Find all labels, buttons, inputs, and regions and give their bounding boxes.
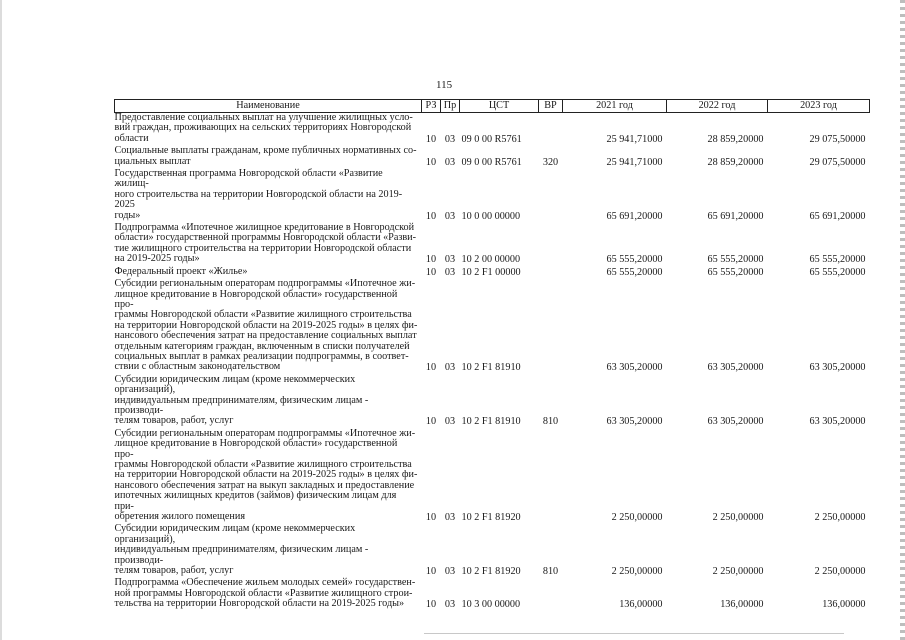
page-number: 115 [436, 79, 453, 91]
row-name-line: индивидуальным предпринимателям, физическим лицам - производи- [114, 394, 369, 416]
row-rz: 10 [425, 254, 437, 266]
row-name-line: Федеральный проект «Жилье» [114, 265, 248, 277]
row-name-line: ствии с областным законодательством [114, 361, 281, 373]
row-vr [539, 168, 563, 222]
header-name: Наименование [115, 100, 422, 113]
row-name-line: на территории Новгородской области на 2019-2025 годы» в целях фи- [114, 319, 418, 331]
scan-edge-left [0, 0, 2, 640]
row-cst: 10 2 F1 00000 [461, 266, 521, 278]
row-name-line: годы» [114, 209, 141, 221]
row-name-line: области [114, 132, 149, 144]
row-name [115, 523, 422, 577]
row-cst: 10 2 F1 81920 [461, 512, 521, 524]
row-amount-2021: 2 250,00000 [611, 512, 663, 524]
row-name-line: нансового обеспечения затрат на выкуп закладных и предоставление [114, 479, 415, 491]
row-amount-2021: 65 555,20000 [606, 254, 663, 266]
row-rz: 10 [425, 362, 437, 374]
row-rz: 10 [425, 156, 437, 168]
row-name-line: телям товаров, работ, услуг [114, 415, 234, 427]
row-name-line: отдельным категориям граждан, включенным в списки получателей [114, 340, 410, 352]
row-pr: 03 [444, 210, 456, 222]
row-cst: 10 2 F1 81910 [461, 362, 521, 374]
row-amount-2023: 136,00000 [822, 599, 866, 611]
table-row [115, 168, 870, 222]
row-pr: 03 [444, 156, 456, 168]
row-name-line: Социальные выплаты гражданам, кроме публичных нормативных со- [114, 145, 417, 157]
row-name-line: Предоставление социальных выплат на улучшение жилищных усло- [114, 112, 413, 123]
table-row [115, 222, 870, 266]
row-amount-2022: 63 305,20000 [707, 362, 764, 374]
row-name [115, 145, 422, 168]
header-cst: ЦСТ [460, 100, 539, 113]
row-amount-2022: 63 305,20000 [707, 416, 764, 428]
row-amount-2021: 63 305,20000 [606, 416, 663, 428]
table-row [115, 374, 870, 428]
row-amount-2021: 65 691,20000 [606, 210, 663, 222]
row-amount-2021: 25 941,71000 [606, 156, 663, 168]
header-2023: 2023 год [768, 100, 870, 113]
row-amount-2021: 65 555,20000 [606, 266, 663, 278]
row-name-line: ипотечных жилищных кредитов (займов) физическим лицам для при- [114, 490, 397, 512]
row-name-line: на территории Новгородской области на 2019-2025 годы» в целях фи- [114, 469, 418, 481]
header-2022: 2022 год [667, 100, 768, 113]
row-amount-2023: 65 555,20000 [809, 254, 866, 266]
row-name-line: социальных выплат в рамках реализации подпрограммы, в соответ- [114, 350, 409, 362]
row-amount-2022: 28 859,20000 [707, 133, 764, 145]
row-name-line: Государственная программа Новгородской области «Развитие жилищ- [114, 168, 383, 190]
row-name [115, 222, 422, 266]
row-vr [539, 266, 563, 278]
table-row [115, 145, 870, 168]
header-rz: РЗ [422, 100, 441, 113]
row-vr [539, 113, 563, 146]
row-name [115, 428, 422, 524]
row-name-line: граммы Новгородской области «Развитие жилищного строительства [114, 459, 412, 470]
table-row [115, 278, 870, 374]
row-name [115, 278, 422, 374]
row-name-line: Субсидии региональным операторам подпрограммы «Ипотечное жи- [114, 278, 416, 290]
header-2021: 2021 год [563, 100, 667, 113]
row-vr: 320 [542, 156, 559, 168]
row-rz: 10 [425, 566, 437, 578]
row-vr: 810 [542, 566, 559, 578]
row-pr: 03 [444, 416, 456, 428]
row-amount-2022: 2 250,00000 [712, 566, 764, 578]
row-amount-2023: 65 555,20000 [809, 266, 866, 278]
row-name-line: Подпрограмма «Обеспечение жильем молодых семей» государствен- [114, 577, 416, 589]
row-amount-2022: 65 555,20000 [707, 254, 764, 266]
table-row [115, 428, 870, 524]
row-name-line: Подпрограмма «Ипотечное жилищное кредитование в Новгородской [114, 222, 415, 234]
row-name-line: Субсидии региональным операторам подпрограммы «Ипотечное жи- [114, 427, 416, 439]
header-vr: ВР [539, 100, 563, 113]
budget-table [114, 99, 870, 611]
table-row [115, 113, 870, 146]
row-name-line: Субсидии юридическим лицам (кроме некоммерческих организаций), [114, 373, 356, 396]
row-name-line: телям товаров, работ, услуг [114, 565, 234, 577]
row-name-line: ной программы Новгородской области «Развитие жилищного строи- [114, 587, 413, 599]
row-cst: 09 0 00 R5761 [461, 156, 522, 168]
row-rz: 10 [425, 599, 437, 611]
row-amount-2022: 65 691,20000 [707, 210, 764, 222]
row-cst: 10 2 F1 81920 [461, 566, 521, 578]
row-name-line: области» государственной программы Новгородской области «Разви- [114, 232, 417, 244]
row-vr: 810 [542, 416, 559, 428]
row-cst: 10 2 00 00000 [461, 254, 521, 266]
row-name-line: лищное кредитование в Новгородской области» государственной про- [114, 288, 398, 310]
scan-edge-right [900, 0, 905, 640]
row-amount-2021: 2 250,00000 [611, 566, 663, 578]
row-amount-2023: 29 075,50000 [809, 156, 866, 168]
row-name [115, 374, 422, 428]
row-pr: 03 [444, 266, 456, 278]
row-cst: 10 2 F1 81910 [461, 416, 521, 428]
row-amount-2022: 65 555,20000 [707, 266, 764, 278]
row-amount-2021: 25 941,71000 [606, 133, 663, 145]
row-cst: 09 0 00 R5761 [461, 133, 522, 145]
row-name-line: граммы Новгородской области «Развитие жилищного строительства [114, 309, 412, 321]
row-rz: 10 [425, 210, 437, 222]
row-rz: 10 [425, 416, 437, 428]
row-amount-2023: 63 305,20000 [809, 362, 866, 374]
row-amount-2023: 2 250,00000 [814, 512, 866, 524]
table-body [115, 113, 870, 611]
row-pr: 03 [444, 254, 456, 266]
row-cst: 10 0 00 00000 [461, 210, 521, 222]
row-amount-2023: 63 305,20000 [809, 416, 866, 428]
row-name [115, 113, 422, 146]
row-rz: 10 [425, 133, 437, 145]
row-vr [539, 577, 563, 610]
row-vr [539, 222, 563, 266]
row-name-line: индивидуальным предпринимателям, физическим лицам - производи- [114, 544, 369, 566]
row-name-line: вий граждан, проживающих на сельских территориях Новгородской [114, 122, 412, 134]
row-rz: 10 [425, 512, 437, 524]
table-row [115, 577, 870, 610]
row-pr: 03 [444, 362, 456, 374]
row-amount-2021: 136,00000 [619, 599, 663, 611]
row-amount-2023: 29 075,50000 [809, 133, 866, 145]
row-pr: 03 [444, 599, 456, 611]
table-header-row [115, 100, 870, 113]
table-row [115, 266, 870, 278]
budget-table-container [114, 99, 870, 611]
row-amount-2022: 136,00000 [720, 599, 764, 611]
header-pr: Пр [441, 100, 460, 113]
row-name-line: обретения жилого помещения [114, 511, 246, 523]
row-pr: 03 [444, 512, 456, 524]
row-amount-2021: 63 305,20000 [606, 362, 663, 374]
row-cst: 10 3 00 00000 [461, 599, 521, 611]
row-name-line: тельства на территории Новгородской области на 2019-2025 годы» [114, 598, 405, 610]
row-pr: 03 [444, 133, 456, 145]
row-rz: 10 [425, 266, 437, 278]
row-amount-2022: 28 859,20000 [707, 156, 764, 168]
row-name [115, 577, 422, 610]
row-vr [539, 428, 563, 524]
row-pr: 03 [444, 566, 456, 578]
table-row [115, 523, 870, 577]
row-name [115, 266, 422, 278]
row-amount-2023: 65 691,20000 [809, 210, 866, 222]
row-name-line: на 2019-2025 годы» [114, 253, 200, 265]
row-name-line: тие жилищного строительства на территории Новгородской области [114, 242, 412, 254]
scan-artifact-line [424, 633, 844, 634]
row-name-line: циальных выплат [114, 155, 191, 167]
row-name [115, 168, 422, 222]
row-amount-2023: 2 250,00000 [814, 566, 866, 578]
row-name-line: нансового обеспечения затрат на предоставление социальных выплат [114, 330, 417, 342]
row-name-line: Субсидии юридическим лицам (кроме некоммерческих организаций), [114, 523, 356, 545]
row-name-line: ного строительства на территории Новгородской области на 2019-2025 [114, 188, 403, 211]
row-amount-2022: 2 250,00000 [712, 512, 764, 524]
row-vr [539, 278, 563, 374]
row-name-line: лищное кредитование в Новгородской области» государственной про- [114, 438, 398, 460]
